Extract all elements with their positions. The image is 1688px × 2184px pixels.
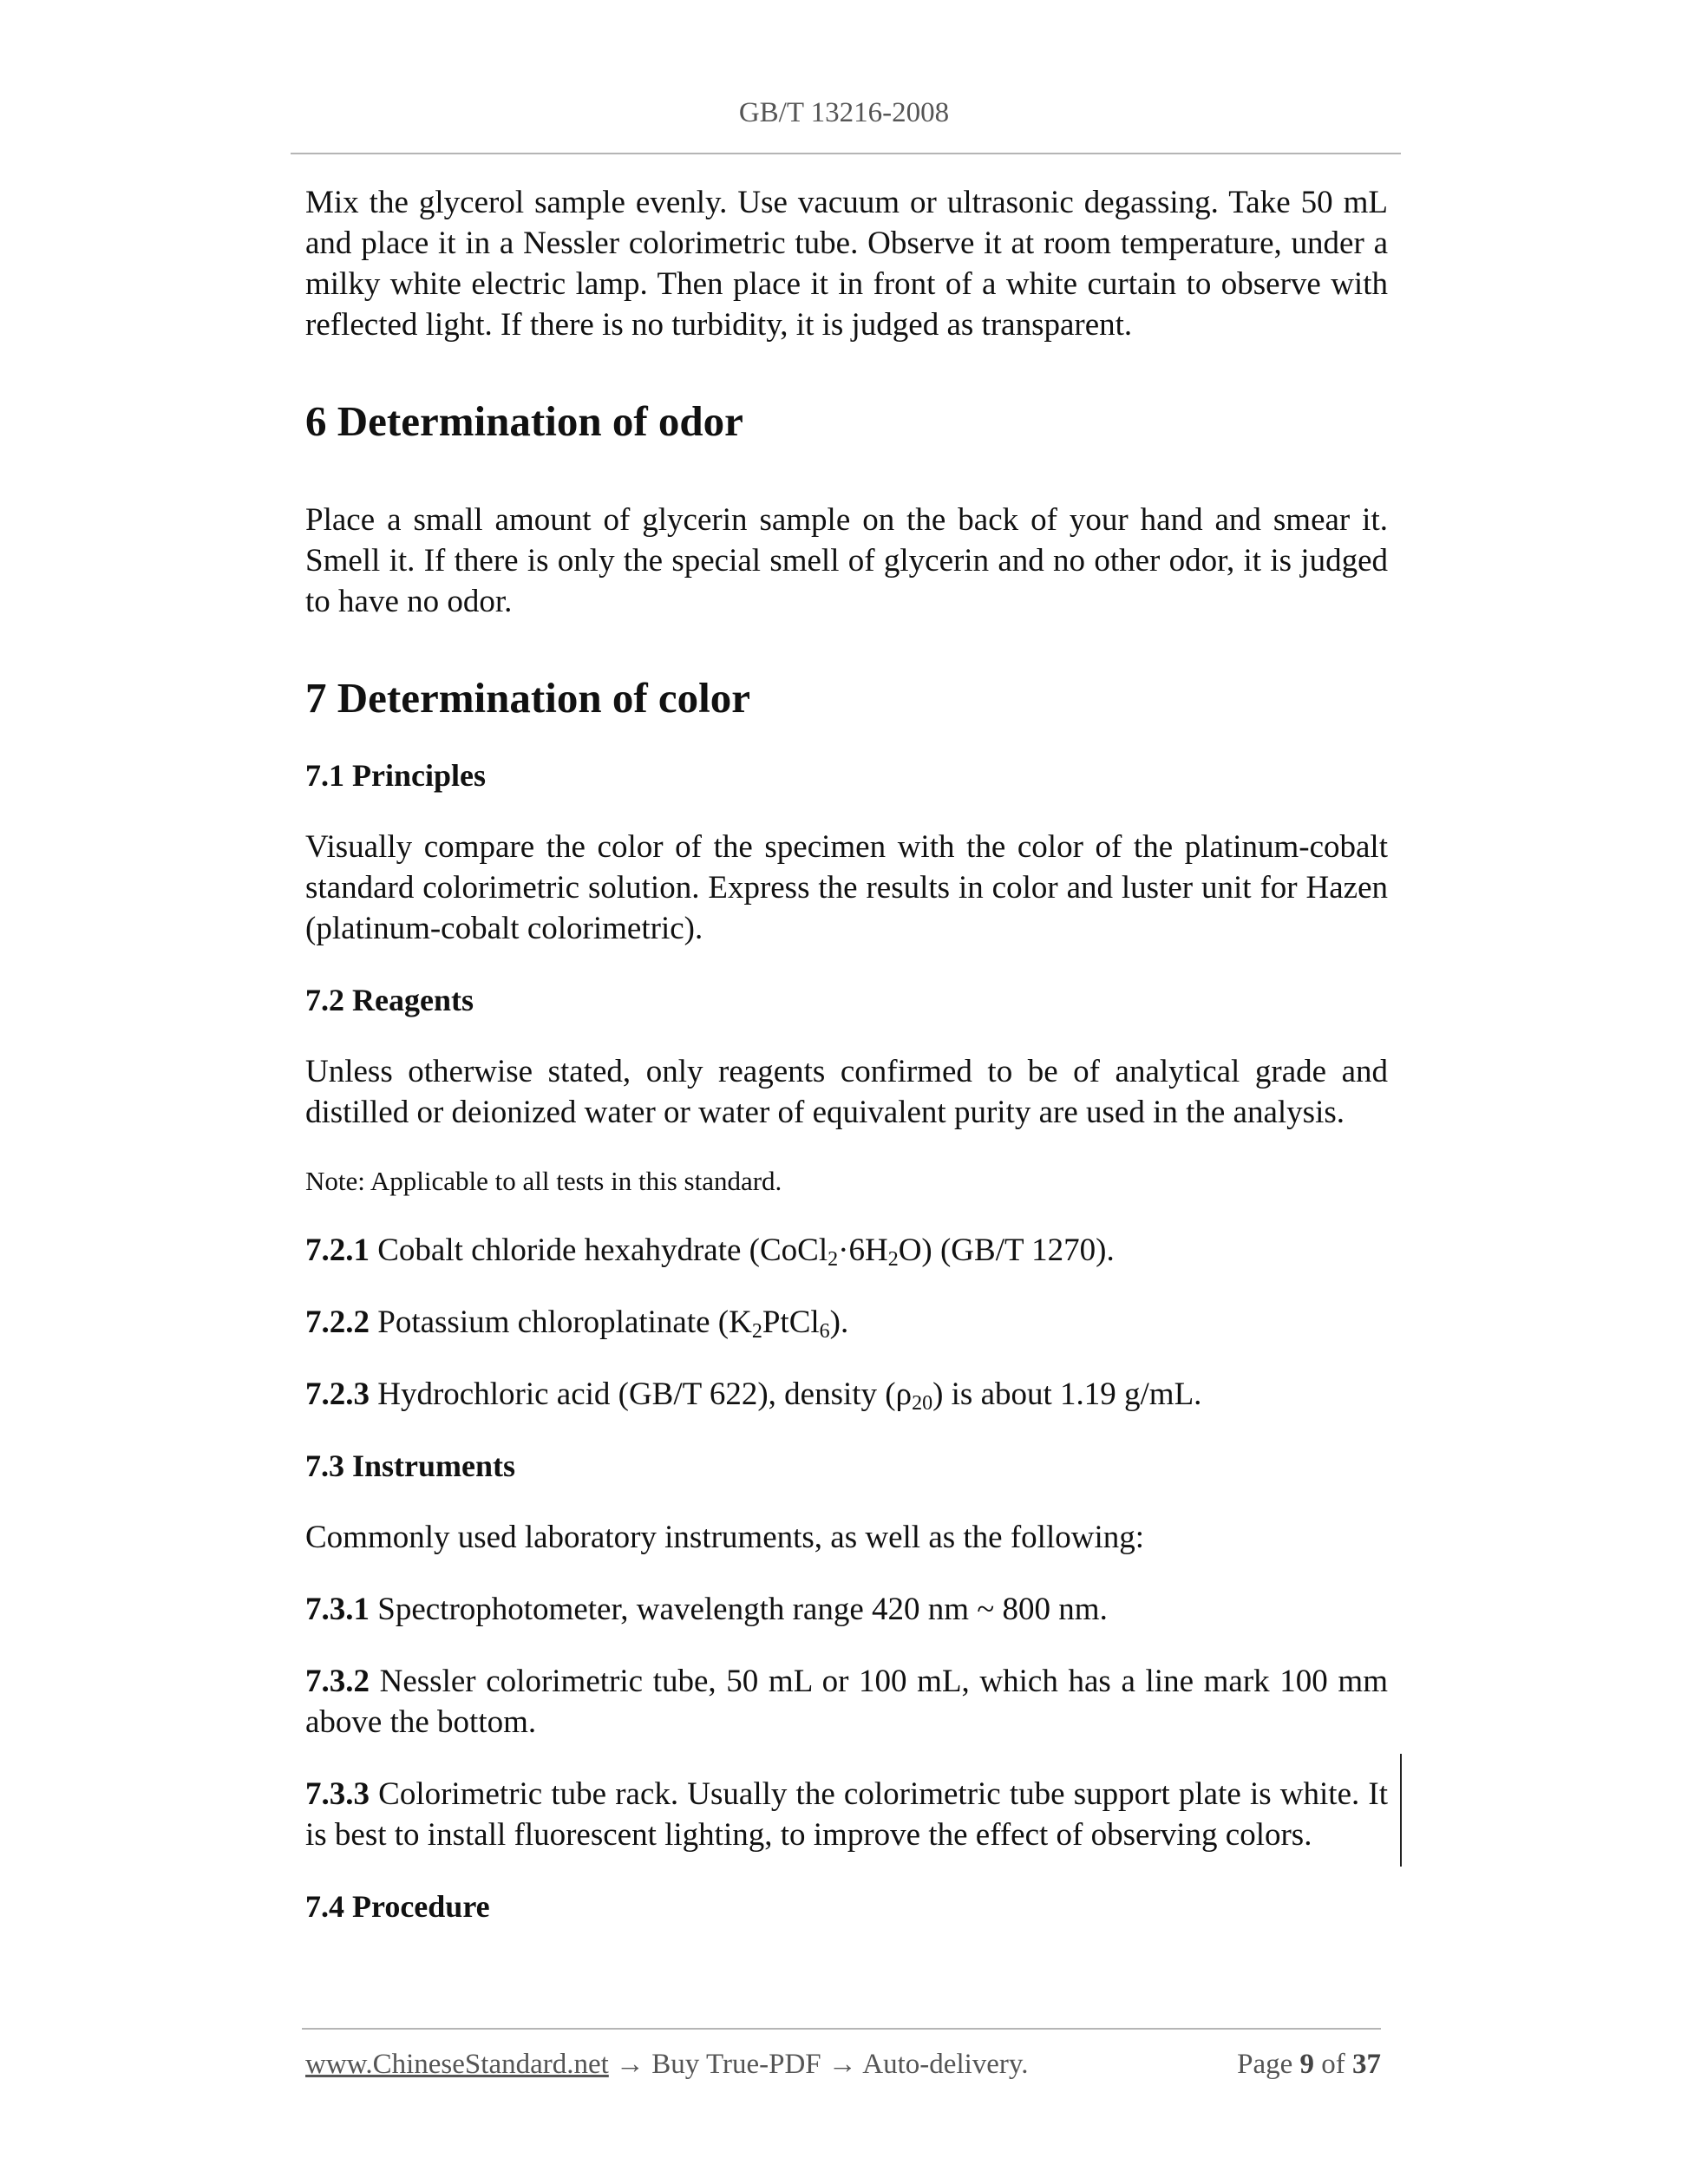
clause-number: 7.3.3	[305, 1776, 370, 1812]
subscript: 6	[819, 1320, 830, 1343]
section-6-paragraph: Place a small amount of glycerin sample on the back of your hand and smear it. Smell it. If there is only the special smell of glycerin and no other odor, it is judged to have no odor.	[305, 502, 1388, 619]
subscript: 2	[887, 1248, 899, 1271]
clause-text: ·6H	[838, 1233, 888, 1268]
intro-paragraph: Mix the glycerol sample evenly. Use vacuum or ultrasonic degassing. Take 50 mL and place it in a Nessler colorimetric tube. Observe it at room temperature, under a milky white electric lamp. Then place it in front of a white curtain to observe with reflected light. If there is no turbidity, it is judged as transparent.	[305, 185, 1388, 343]
footer-promo	[305, 2049, 1029, 2081]
section-7-2-heading: 7.2 Reagents	[305, 983, 474, 1017]
section-7-3-paragraph: Commonly used laboratory instruments, as well as the following:	[305, 1520, 1145, 1555]
section-7-4-heading: 7.4 Procedure	[305, 1889, 490, 1924]
section-6-heading: 6 Determination of odor	[305, 397, 743, 445]
clause-number: 7.3.1	[305, 1592, 370, 1627]
footer-divider	[302, 2028, 1381, 2030]
clause-number: 7.2.2	[305, 1305, 370, 1340]
document-body	[305, 182, 1388, 1926]
current-page-number: 9	[1299, 2049, 1314, 2080]
clause-number: 7.2.1	[305, 1233, 370, 1268]
of-label: of	[1314, 2049, 1352, 2080]
clause-text: ).	[829, 1305, 849, 1340]
subscript: 20	[912, 1392, 933, 1415]
clause-7-3-1	[305, 1589, 1388, 1630]
clause-text: O) (GB/T 1270).	[898, 1233, 1115, 1268]
clause-number: 7.3.2	[305, 1664, 370, 1699]
clause-text: Nessler colorimetric tube, 50 mL or 100 mL, which has a line mark 100 mm above the bottom.	[305, 1664, 1388, 1740]
website-link[interactable]: www.ChineseStandard.net	[305, 2049, 609, 2080]
subscript: 2	[828, 1248, 839, 1271]
header-divider	[291, 153, 1401, 154]
page-label: Page	[1237, 2049, 1300, 2080]
footer-promo-text: → Buy True-PDF → Auto-delivery.	[608, 2049, 1029, 2080]
revision-bar	[1400, 1754, 1402, 1867]
clause-text: PtCl	[762, 1305, 820, 1340]
section-7-3-heading: 7.3 Instruments	[305, 1448, 516, 1483]
clause-text: Spectrophotometer, wavelength range 420 nm ~ 800 nm.	[370, 1592, 1108, 1627]
section-7-heading: 7 Determination of color	[305, 674, 750, 722]
clause-number: 7.2.3	[305, 1376, 370, 1412]
section-7-2-paragraph: Unless otherwise stated, only reagents confirmed to be of analytical grade and distilled or deionized water or water of equivalent purity are used in the analysis.	[305, 1054, 1388, 1130]
section-7-1-heading: 7.1 Principles	[305, 758, 486, 793]
clause-7-2-3	[305, 1374, 1388, 1415]
page-indicator	[1237, 2049, 1381, 2081]
subscript: 2	[751, 1320, 762, 1343]
section-7-1-paragraph: Visually compare the color of the specimen with the color of the platinum-cobalt standard colorimetric solution. Express the results in color and luster unit for Hazen (platinum-cobalt colorimetric).	[305, 829, 1388, 946]
clause-text: Hydrochloric acid (GB/T 622), density (ρ	[370, 1376, 913, 1412]
total-pages: 37	[1352, 2049, 1381, 2080]
clause-7-2-2	[305, 1302, 1388, 1343]
clause-7-2-1	[305, 1230, 1388, 1271]
running-header: GB/T 13216-2008	[738, 97, 950, 128]
clause-7-3-3	[305, 1774, 1388, 1855]
clause-text: Colorimetric tube rack. Usually the colorimetric tube support plate is white. It is best to install fluorescent lighting, to improve the effect of observing colors.	[305, 1776, 1388, 1853]
clause-text: Cobalt chloride hexahydrate (CoCl	[370, 1233, 828, 1268]
clause-7-3-2	[305, 1661, 1388, 1743]
clause-text: ) is about 1.19 g/mL.	[932, 1376, 1202, 1412]
clause-text: Potassium chloroplatinate (K	[370, 1305, 752, 1340]
reagents-note: Note: Applicable to all tests in this standard.	[305, 1166, 782, 1196]
